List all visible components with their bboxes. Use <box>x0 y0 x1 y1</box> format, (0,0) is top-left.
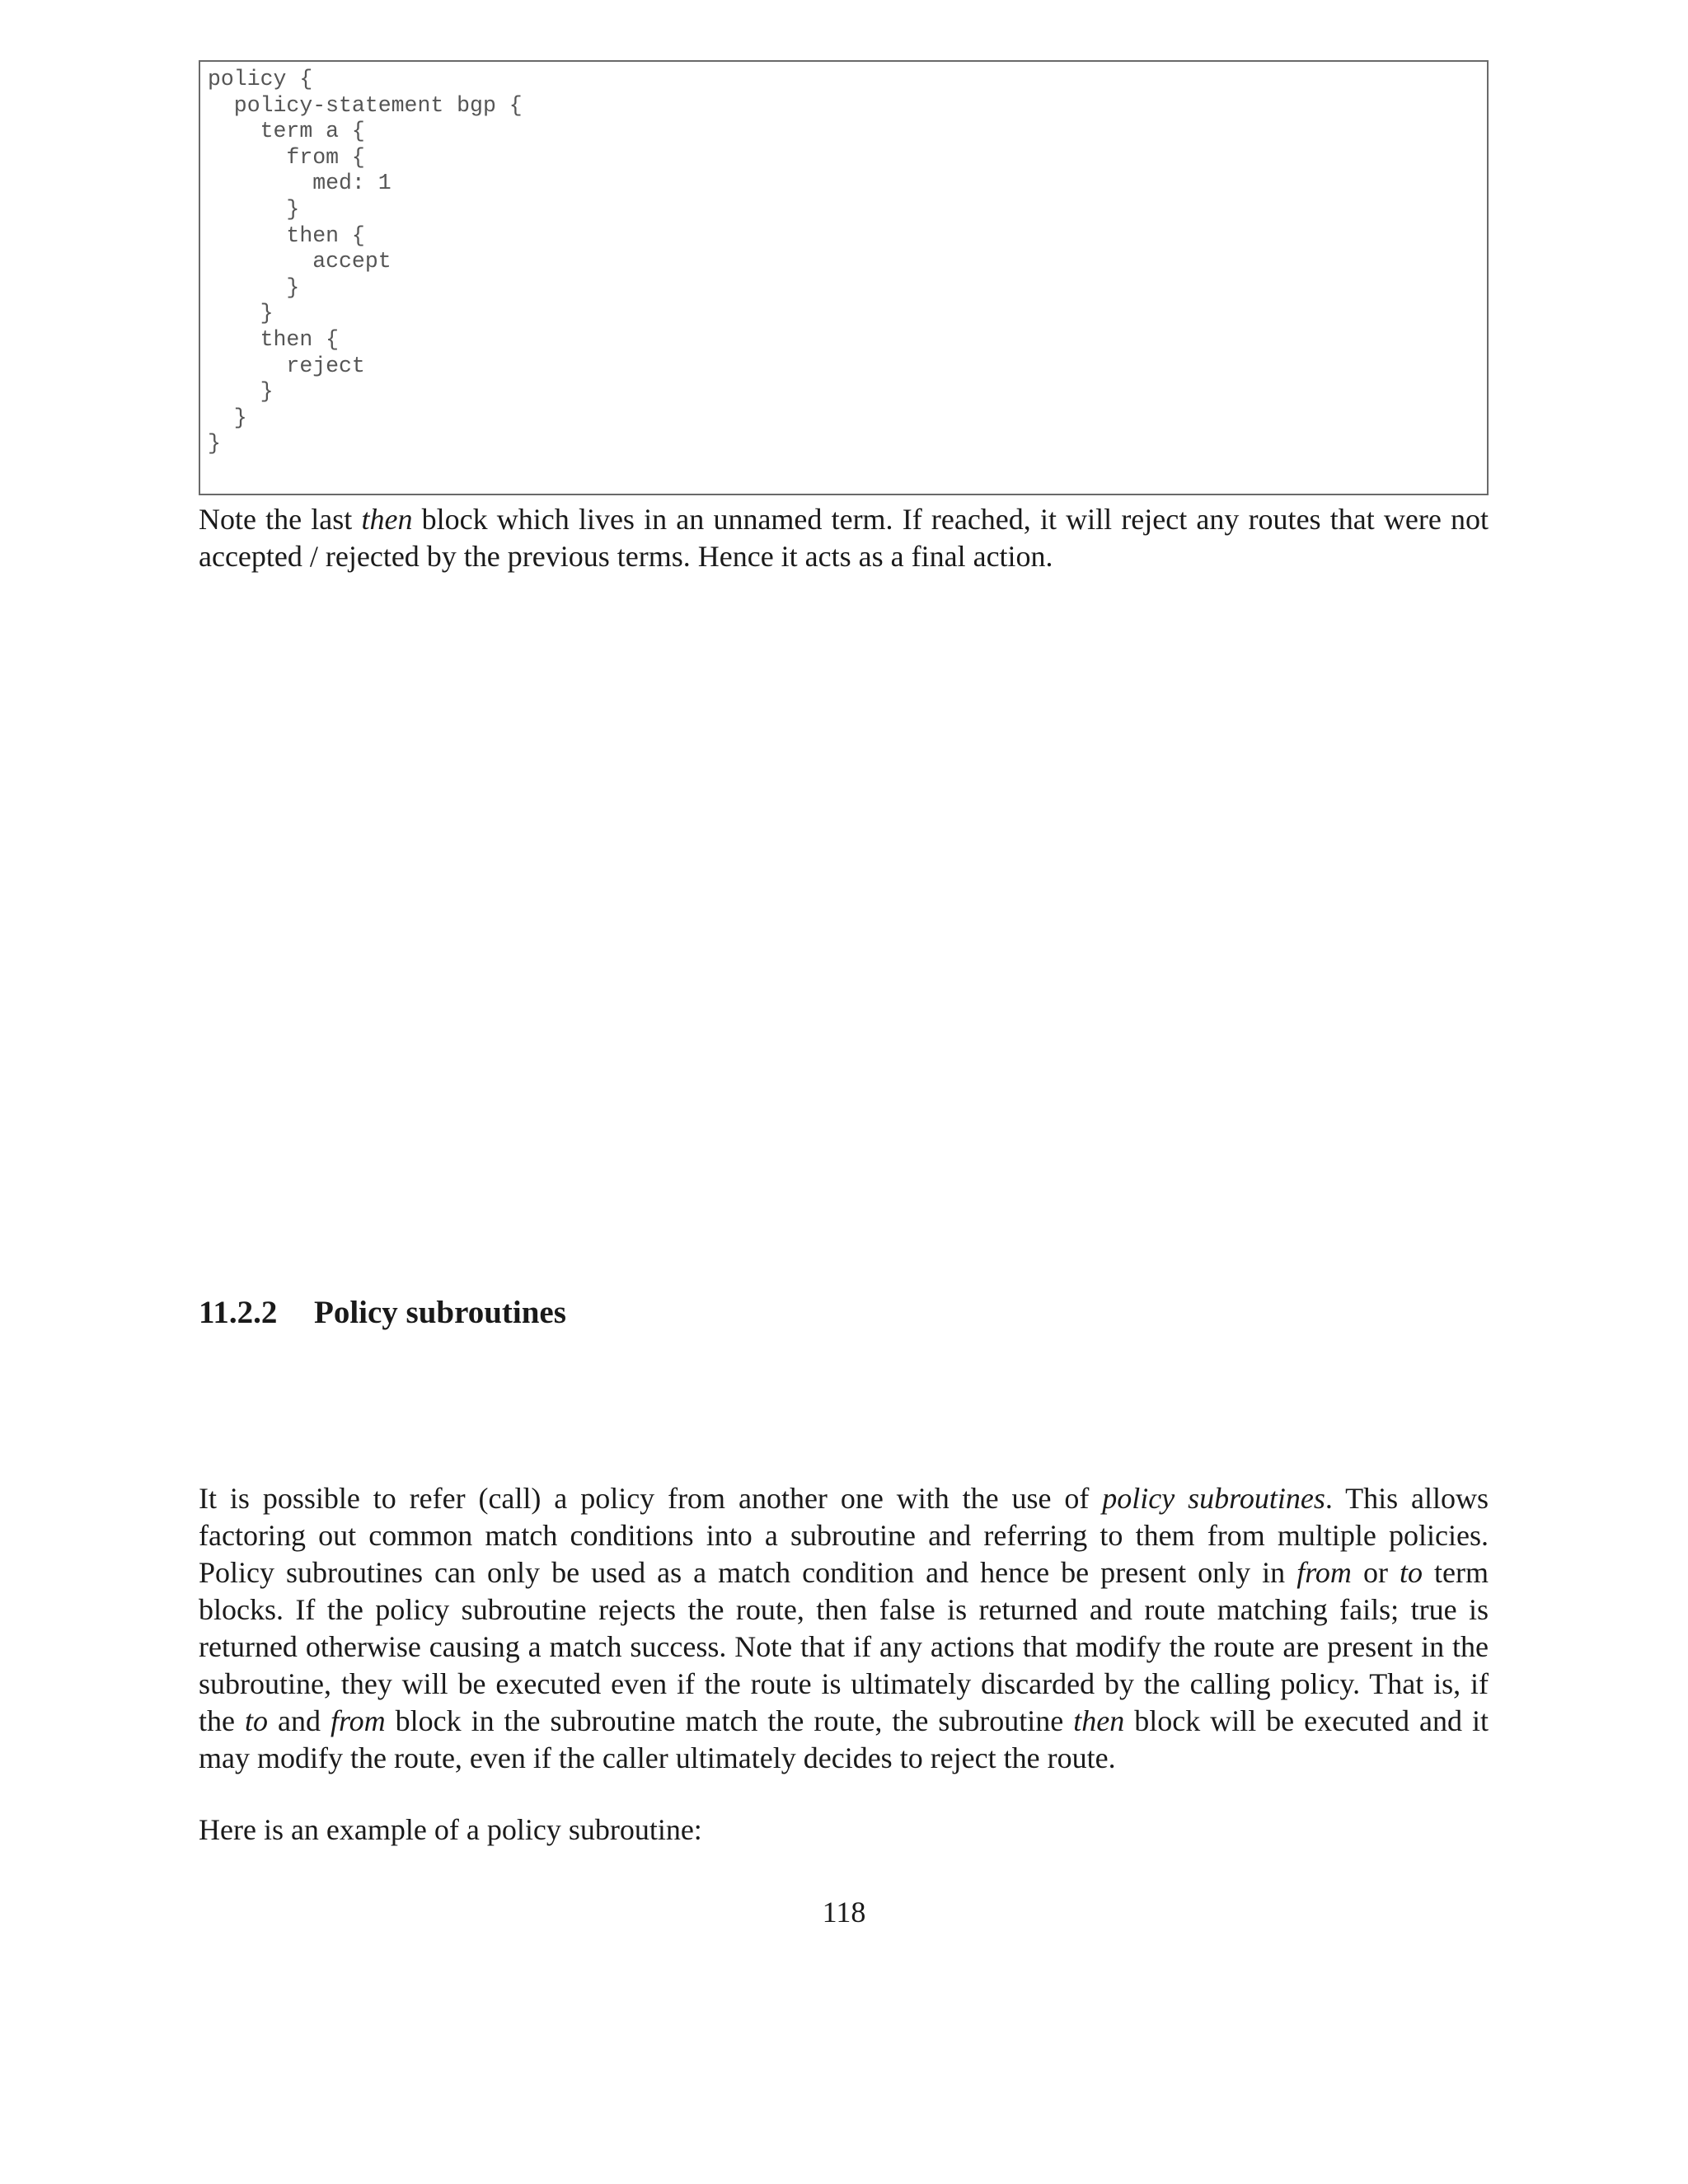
page-number: 118 <box>822 1896 866 1929</box>
note-text-2: block which lives in an unnamed term. If reached, it will reject any routes that were not accepted / rejected by the previous terms. Hence it acts as a final action. <box>199 503 1489 573</box>
subroutine-paragraph <box>199 1480 1489 1777</box>
then-term: then <box>1073 1704 1125 1737</box>
subroutine-text-7: block will be executed and it may modify the route, even if the caller ultimately decides to reject the route. <box>199 1704 1489 1774</box>
subroutine-text-5: and <box>267 1704 331 1737</box>
code-listing: policy { policy-statement bgp { term a { from { med: 1 } then { accept } } then { reject } } } <box>208 67 523 457</box>
example-intro: Here is an example of a policy subroutine: <box>199 1813 702 1846</box>
policy-subroutines-term: policy subroutines <box>1102 1482 1325 1515</box>
note-then-term: then <box>361 503 413 536</box>
section-heading <box>199 1292 566 1333</box>
from-term-1: from <box>1296 1556 1352 1589</box>
subroutine-text-1: It is possible to refer (call) a policy from another one with the use of <box>199 1482 1103 1515</box>
subroutine-text-6: block in the subroutine match the route, the subroutine <box>385 1704 1074 1737</box>
subroutine-text-4: term blocks. If the policy subroutine rejects the route, then false is returned and route matching fails; true is returned otherwise causing a match success. Note that if any actions that modify the route are present in the subroutine, they will be executed even if the route is ultimately discarded by the calling policy. That is, if the <box>199 1556 1489 1737</box>
to-term-2: to <box>244 1704 268 1737</box>
subroutine-text-3: or <box>1351 1556 1400 1589</box>
note-paragraph <box>199 501 1489 575</box>
to-term-1: to <box>1399 1556 1423 1589</box>
section-title: Policy subroutines <box>314 1295 566 1330</box>
subroutine-text-2: . This allows factoring out common match conditions into a subroutine and referring to them from multiple policies. Policy subroutines can only be used as a match condition and hence be present only in <box>199 1482 1489 1589</box>
code-block <box>199 60 1489 495</box>
from-term-2: from <box>330 1704 386 1737</box>
note-text-1: Note the last <box>199 503 362 536</box>
section-number: 11.2.2 <box>199 1295 278 1330</box>
